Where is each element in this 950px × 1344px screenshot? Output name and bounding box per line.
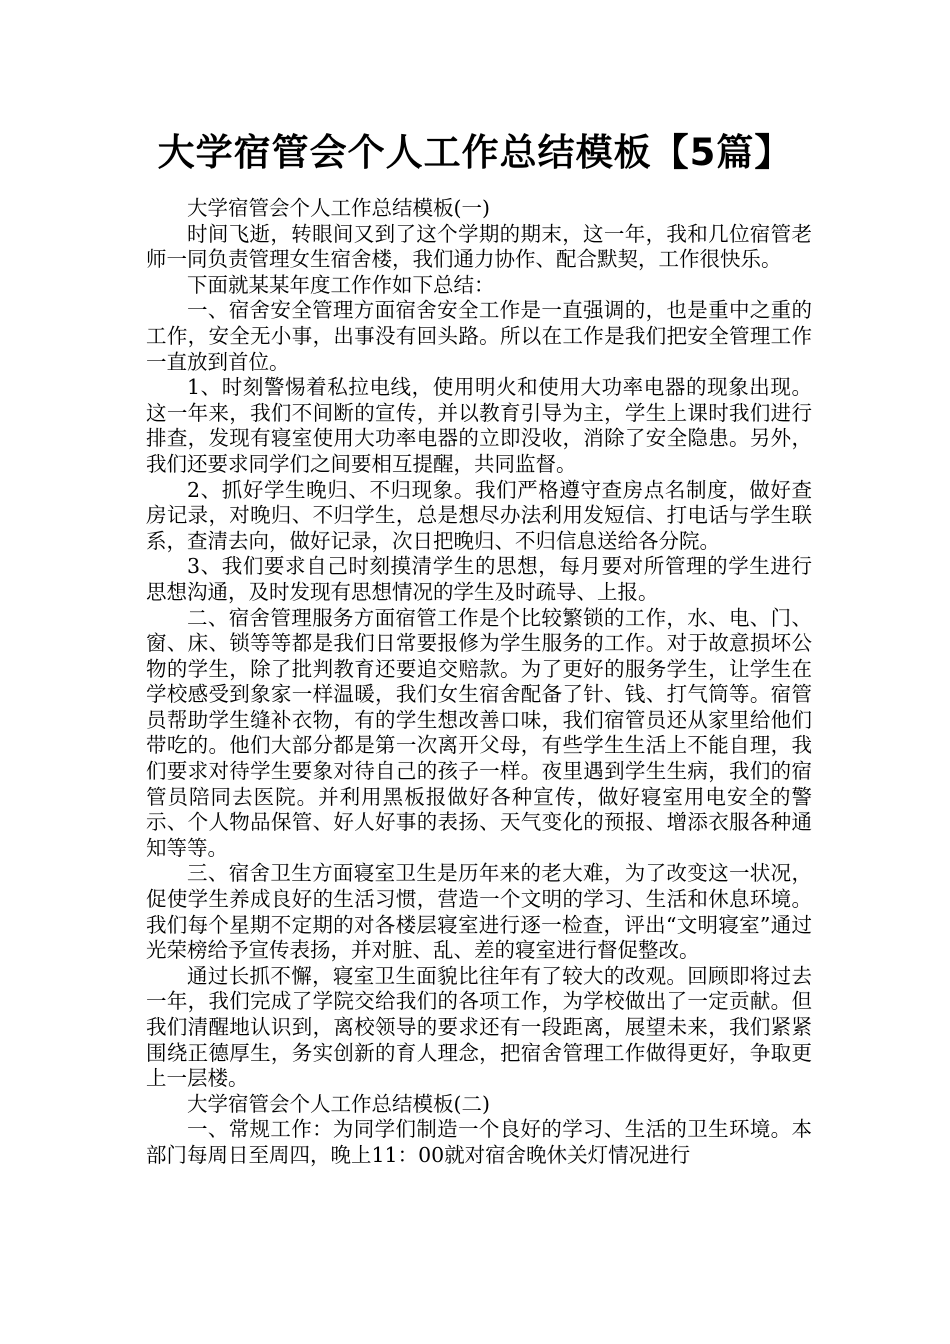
paragraph-service: 二、宿舍管理服务方面宿管工作是个比较繁锁的工作，水、电、门、窗、床、锁等等都是我们日常要报修为学生服务的工作。对于故意损坏公物的学生，除了批判教育还要追交赔款。为了更好的服务学生，让学生在学校感受到象家一样温暖，我们女生宿舍配备了针、钱、打气筒等。宿管员帮助学生缝补衣物，有的学生想改善口味，我们宿管员还从家里给他们带吃的。他们大部分都是第一次离开父母，有些学生生活上不能自理，我们要求对待学生要象对待自己的孩子一样。夜里遇到学生生病，我们的宿管员陪同去医院。并利用黑板报做好各种宣传，做好寝室用电安全的警示、个人物品保管、好人好事的表扬、天气变化的预报、增添衣服各种通知等等。 <box>146 605 812 860</box>
document-title: 大学宿管会个人工作总结模板【5篇】 <box>157 131 793 174</box>
section-heading-2: 大学宿管会个人工作总结模板(二) <box>187 1091 490 1116</box>
section-heading-1: 大学宿管会个人工作总结模板(一) <box>187 196 490 220</box>
paragraph-routine-work: 一、常规工作：为同学们制造一个良好的学习、生活的卫生环境。本部门每周日至周四，晚上11：00就对宿舍晚休关灯情况进行 <box>146 1117 812 1167</box>
paragraph-hygiene: 三、宿舍卫生方面寝室卫生是历年来的老大难，为了改变这一状况，促使学生养成良好的生活习惯，营造一个文明的学习、生活和休息环境。我们每个星期不定期的对各楼层寝室进行逐一检查，评出“文明寝室”通过光荣榜给予宣传表扬，并对脏、乱、差的寝室进行督促整改。 <box>146 861 812 963</box>
paragraph-summary-lead: 下面就某某年度工作作如下总结： <box>187 272 495 297</box>
paragraph-safety: 一、宿舍安全管理方面宿舍安全工作是一直强调的，也是重中之重的工作，安全无小事，出事没有回头路。所以在工作是我们把安全管理工作一直放到首位。 <box>146 298 812 374</box>
paragraph-safety-item-3: 3、我们要求自己时刻摸清学生的思想，每月要对所管理的学生进行思想沟通，及时发现有思想情况的学生及时疏导、上报。 <box>146 554 812 604</box>
paragraph-conclusion: 通过长抓不懈，寝室卫生面貌比往年有了较大的改观。回顾即将过去一年，我们完成了学院交给我们的各项工作，为学校做出了一定贡献。但我们清醒地认识到，离校领导的要求还有一段距离，展望未来，我们紧紧围绕正德厚生，务实创新的育人理念，把宿舍管理工作做得更好，争取更上一层楼。 <box>146 963 812 1091</box>
document-body <box>146 196 812 1169</box>
paragraph-safety-item-1: 1、时刻警惕着私拉电线，使用明火和使用大功率电器的现象出现。这一年来，我们不间断的宣传，并以教育引导为主，学生上课时我们进行排查，发现有寝室使用大功率电器的立即没收，消除了安全隐患。另外，我们还要求同学们之间要相互提醒，共同监督。 <box>146 375 812 476</box>
paragraph-safety-item-2: 2、抓好学生晚归、不归现象。我们严格遵守查房点名制度，做好查房记录，对晚归、不归学生，总是想尽办法利用发短信、打电话与学生联系，查清去向，做好记录，次日把晚归、不归信息送给各分院。 <box>146 477 812 553</box>
paragraph-intro: 时间飞逝，转眼间又到了这个学期的期末，这一年，我和几位宿管老师一同负责管理女生宿舍楼，我们通力协作、配合默契，工作很快乐。 <box>146 221 812 272</box>
